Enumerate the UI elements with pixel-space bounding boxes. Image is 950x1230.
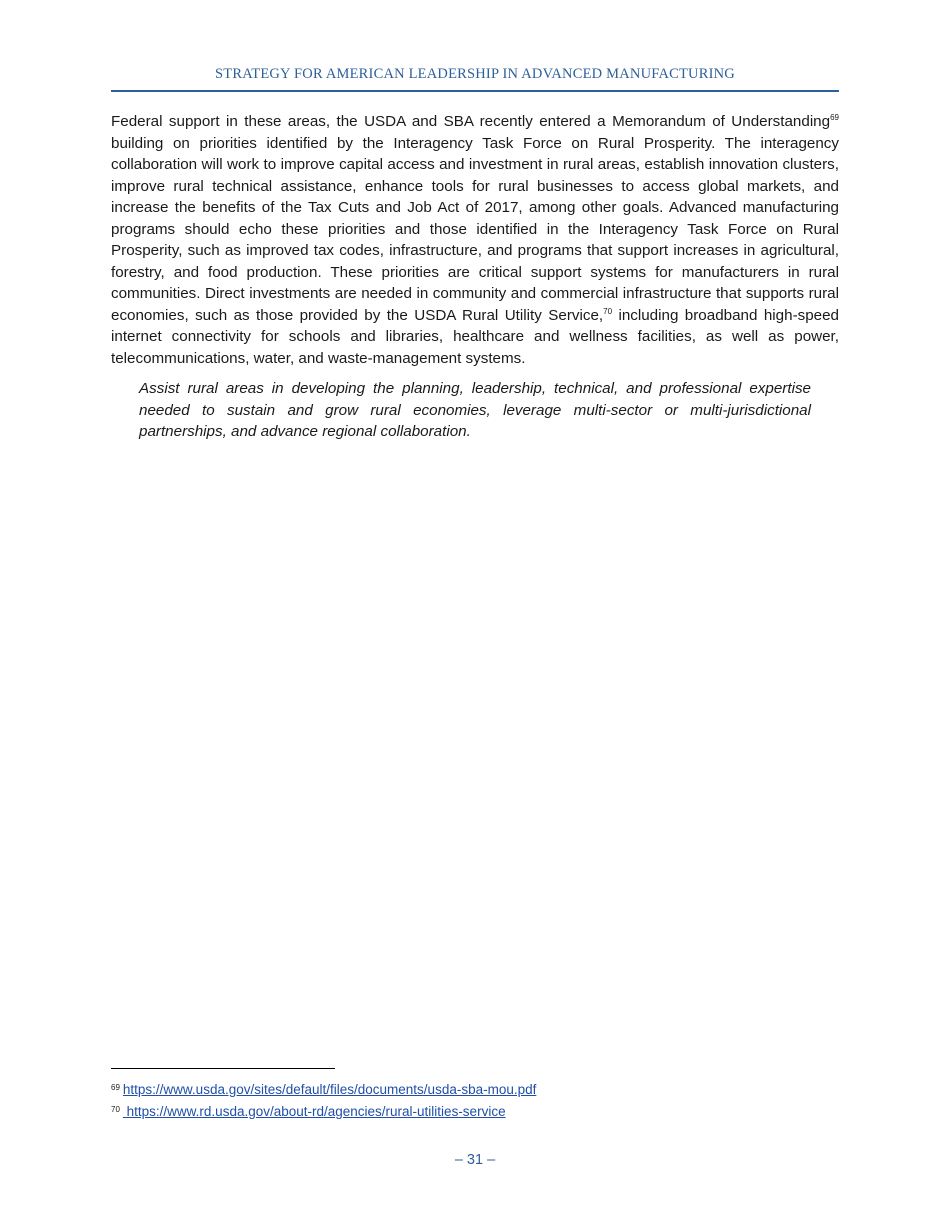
footnotes	[111, 1078, 839, 1122]
page-number: – 31 –	[454, 1152, 496, 1168]
footnote-number: 70	[111, 1105, 120, 1114]
footnote-item-69	[111, 1078, 839, 1100]
paragraph-text-2: building on priorities identified by the Interagency Task Force on Rural Prosperity. The interagency collaboration will work to improve capital access and investment in rural areas, establish innovation clusters, improve rural technical assistance, enhance tools for rural businesses to access global markets, and increase the benefits of the Tax Cuts and Job Act of 2017, among other goals. Advanced manufacturing programs should echo these priorities and those identified in the Interagency Task Force on Rural Prosperity, such as improved tax codes, infrastructure, and programs that support increases in agricultural, forestry, and food production. These priorities are critical support systems for manufacturers in rural communities. Direct investments are needed in community and commercial infrastructure that supports rural economies, such as those provided by the USDA Rural Utility Service,	[111, 134, 839, 324]
footnote-link-70[interactable]: https://www.rd.usda.gov/about-rd/agencies/rural-utilities-service	[122, 1104, 506, 1119]
header-title: STRATEGY FOR AMERICAN LEADERSHIP IN ADVANCED MANUFACTURING	[215, 66, 735, 82]
footnote-ref-69: 69	[830, 113, 839, 122]
page-header	[111, 64, 839, 92]
paragraph-text-1: Federal support in these areas, the USDA and SBA recently entered a Memorandum of Understanding	[111, 113, 831, 130]
footnote-divider	[111, 1068, 335, 1069]
body-paragraph	[111, 111, 839, 369]
footnote-link-69[interactable]: https://www.usda.gov/sites/default/files/documents/usda-sba-mou.pdf	[122, 1082, 537, 1097]
footnote-number: 69	[111, 1083, 120, 1092]
footnote-item-70	[111, 1100, 839, 1122]
paragraph-text-3: including broadband high-speed internet connectivity for schools and libraries, healthcare and wellness facilities, as well as power, telecommunications, water, and waste-management systems.	[111, 306, 840, 367]
footnote-ref-70: 70	[603, 306, 613, 316]
indented-quote: Assist rural areas in developing the planning, leadership, technical, and professional expertise needed to sustain and grow rural economies, leverage multi-sector or multi-jurisdictional partnerships, and advance regional collaboration.	[139, 380, 811, 440]
